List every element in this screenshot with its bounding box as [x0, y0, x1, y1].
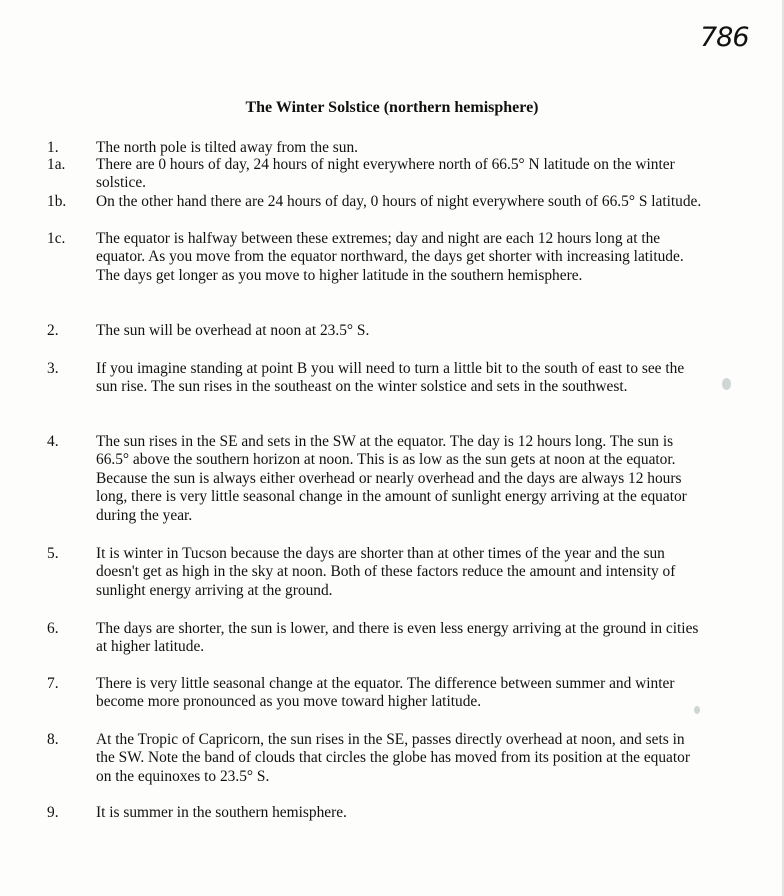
item-text: There are 0 hours of day, 24 hours of night everywhere north of 66.5° N latitude on the winter solstice.	[96, 156, 675, 192]
list-item	[47, 193, 707, 211]
item-text: If you imagine standing at point B you will need to turn a little bit to the south of east to see the sun rise. The sun rises in the southeast on the winter solstice and sets in the southwest.	[96, 360, 685, 396]
list-item	[47, 433, 707, 525]
item-text: The days are shorter, the sun is lower, and there is even less energy arriving at the ground in cities at higher latitude.	[96, 620, 699, 656]
item-text: The equator is halfway between these extremes; day and night are each 12 hours long at the equator. As you move from the equator northward, the days get shorter with increasing latitude. The days get longer as you move to higher latitude in the southern hemisphere.	[96, 230, 684, 284]
item-number: 3.	[47, 360, 59, 377]
item-text: The sun will be overhead at noon at 23.5° S.	[96, 322, 370, 339]
item-text: At the Tropic of Capricorn, the sun rises in the SE, passes directly overhead at noon, and sets in the SW. Note the band of clouds that circles the globe has moved from its position at the equator on the equinoxes to 23.5° S.	[96, 731, 690, 785]
page-title: The Winter Solstice (northern hemisphere)	[245, 99, 539, 116]
item-number: 7.	[47, 675, 59, 692]
item-number: 1.	[47, 139, 59, 156]
list-item	[47, 545, 707, 600]
item-text: On the other hand there are 24 hours of day, 0 hours of night everywhere south of 66.5° S latitude.	[96, 193, 702, 210]
list-item	[47, 731, 707, 786]
item-number: 4.	[47, 433, 59, 450]
item-text: There is very little seasonal change at the equator. The difference between summer and winter become more pronounced as you move toward higher latitude.	[96, 675, 675, 711]
item-text: The sun rises in the SE and sets in the SW at the equator. The day is 12 hours long. The sun is 66.5° above the southern horizon at noon. This is as low as the sun gets at noon at the equator. Because the sun is always either overhead or nearly overhead and the days are always 12 hours long, there is very little seasonal change in the amount of sunlight energy arriving at the equator during the year.	[96, 433, 687, 524]
item-text: The north pole is tilted away from the sun.	[96, 139, 359, 156]
item-text: It is winter in Tucson because the days are shorter than at other times of the year and the sun doesn't get as high in the sky at noon. Both of these factors reduce the amount and intensity of sunlight energy arriving at the ground.	[96, 545, 676, 599]
item-text: It is summer in the southern hemisphere.	[96, 804, 347, 821]
list-item	[47, 230, 707, 285]
item-number: 8.	[47, 731, 59, 748]
scan-speck	[694, 706, 700, 714]
item-number: 1b.	[47, 193, 67, 210]
item-number: 5.	[47, 545, 59, 562]
list-item	[47, 360, 707, 397]
list-item	[47, 139, 707, 157]
scan-speck	[722, 378, 731, 390]
item-number: 2.	[47, 322, 59, 339]
item-number: 6.	[47, 620, 59, 637]
item-number: 1a.	[47, 156, 66, 173]
list-item	[47, 675, 707, 712]
list-item	[47, 804, 707, 822]
item-number: 1c.	[47, 230, 66, 247]
item-number: 9.	[47, 804, 59, 821]
list-item	[47, 620, 707, 657]
list-item	[47, 156, 707, 193]
page-number: 786	[700, 22, 749, 53]
list-item	[47, 322, 707, 340]
